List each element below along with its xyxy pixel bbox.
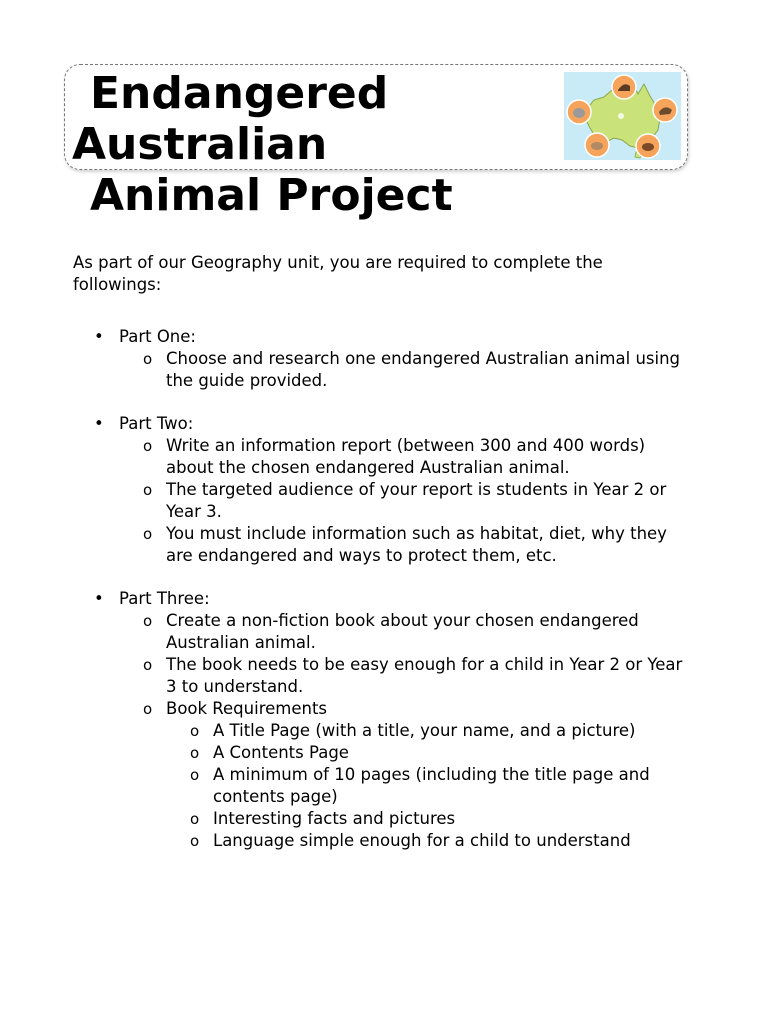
list-item-text: The book needs to be easy enough for a child in Year 2 or Year 3 to understand. <box>166 655 683 696</box>
list-item-text: A minimum of 10 pages (including the title page and contents page) <box>213 765 650 806</box>
sub-bullet: o <box>143 656 153 674</box>
assignment-body <box>73 252 683 873</box>
title-line-2: Australian <box>72 119 328 170</box>
list-item <box>119 698 683 852</box>
part-label: Part Two: <box>119 414 194 433</box>
list-item-text: Choose and research one endangered Australian animal using the guide provided. <box>166 349 681 390</box>
list-item-text: You must include information such as habitat, diet, why they are endangered and ways to protect them, etc. <box>166 524 667 565</box>
part-two-items <box>119 435 683 567</box>
list-item <box>119 348 683 392</box>
list-item-text: Language simple enough for a child to understand <box>213 831 631 850</box>
sub-bullet: o <box>190 766 200 784</box>
list-item-text: Create a non-fiction book about your chosen endangered Australian animal. <box>166 611 639 652</box>
sub-bullet: o <box>143 700 153 718</box>
parts-list <box>73 326 683 852</box>
sub-bullet: o <box>143 612 153 630</box>
list-item-text: Interesting facts and pictures <box>213 809 456 828</box>
sub-bullet: o <box>190 744 200 762</box>
title-line-3: Animal Project <box>90 170 453 221</box>
sub-bullet: o <box>190 832 200 850</box>
list-item-text: Book Requirements <box>166 699 328 718</box>
sub-bullet: o <box>143 481 153 499</box>
list-item <box>166 720 683 742</box>
part-three <box>73 588 683 852</box>
title-line-1: Endangered <box>90 68 389 119</box>
sub-bullet: o <box>143 350 153 368</box>
sub-bullet: o <box>143 437 153 455</box>
part-label: Part Three: <box>119 589 210 608</box>
list-item-text: A Contents Page <box>213 743 349 762</box>
page-title <box>72 68 453 221</box>
list-item <box>166 742 683 764</box>
list-item <box>119 523 683 567</box>
list-item <box>166 808 683 830</box>
list-item <box>166 830 683 852</box>
list-item <box>119 610 683 654</box>
part-one <box>73 326 683 392</box>
list-item-text: The targeted audience of your report is students in Year 2 or Year 3. <box>166 480 667 521</box>
part-one-items <box>119 348 683 392</box>
list-item <box>119 479 683 523</box>
list-item <box>119 435 683 479</box>
part-three-items <box>119 610 683 852</box>
intro-paragraph: As part of our Geography unit, you are required to complete the followings: <box>73 253 603 294</box>
list-item <box>119 654 683 698</box>
list-item <box>166 764 683 808</box>
list-item-text: Write an information report (between 300 and 400 words) about the chosen endangered Australian animal. <box>166 436 646 477</box>
sub-bullet: o <box>190 810 200 828</box>
list-item-text: A Title Page (with a title, your name, and a picture) <box>213 721 636 740</box>
part-two <box>73 413 683 567</box>
book-requirements-list <box>166 720 683 852</box>
australia-map-with-animals-icon <box>564 72 681 160</box>
sub-bullet: o <box>143 525 153 543</box>
sub-bullet: o <box>190 722 200 740</box>
part-label: Part One: <box>119 327 196 346</box>
